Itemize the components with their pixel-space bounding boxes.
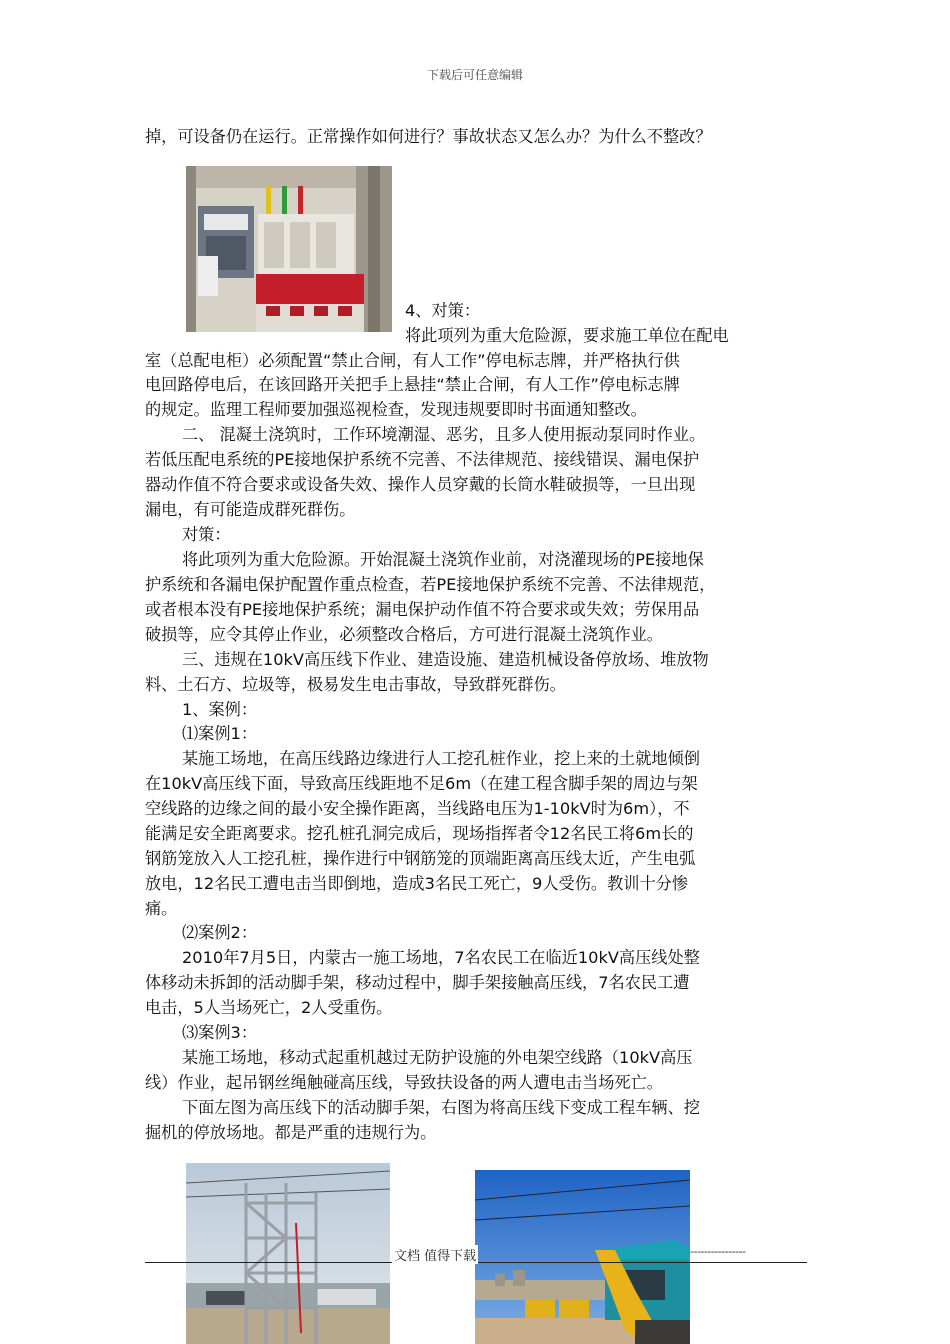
body-line: 漏电，有可能造成群死群伤。 xyxy=(145,500,356,519)
body-line: 某施工场地，移动式起重机越过无防护设施的外电架空线路（10kV高压 xyxy=(182,1048,693,1067)
body-line: 三、违规在10kV高压线下作业、建造设施、建造机械设备停放场、堆放物 xyxy=(182,650,709,669)
body-line: 掘机的停放场地。都是严重的违规行为。 xyxy=(145,1123,437,1142)
excavator-photo xyxy=(475,1170,690,1344)
body-line: 对策： xyxy=(182,525,231,544)
body-line: 将此项列为重大危险源。开始混凝土浇筑作业前，对浇灌现场的PE接地保 xyxy=(182,550,704,569)
body-line: 体移动未拆卸的活动脚手架，移动过程中，脚手架接触高压线，7名农民工遭 xyxy=(145,973,690,992)
body-line: 破损等，应令其停止作业，必须整改合格后，方可进行混凝土浇筑作业。 xyxy=(145,625,663,644)
body-line: 线）作业，起吊钢丝绳触碰高压线，导致扶设备的两人遭电击当场死亡。 xyxy=(145,1073,663,1092)
body-line: 将此项列为重大危险源，要求施工单位在配电 xyxy=(405,326,729,345)
body-line: 空线路的边缘之间的最小安全操作距离，当线路电压为1-10kV时为6m），不 xyxy=(145,799,690,818)
body-line: 料、土石方、垃圾等，极易发生电击事故，导致群死群伤。 xyxy=(145,675,566,694)
body-line: 掉，可设备仍在运行。正常操作如何进行？事故状态又怎么办？为什么不整改？ xyxy=(145,127,712,146)
body-line: 1、案例： xyxy=(182,700,258,719)
distribution-cabinet-photo xyxy=(186,166,392,332)
body-line: 电回路停电后，在该回路开关把手上悬挂“禁止合闸，有人工作”停电标志牌 xyxy=(145,375,680,394)
body-line: 钢筋笼放入人工挖孔桩，操作进行中钢筋笼的顶端距离高压线太近，产生电弧 xyxy=(145,849,696,868)
scaffold-photo xyxy=(186,1163,390,1344)
body-line: 护系统和各漏电保护配置作重点检查，若PE接地保护系统不完善、不法律规范， xyxy=(145,575,716,594)
body-line: 在10kV高压线下面，导致高压线距地不足6m（在建工程含脚手架的周边与架 xyxy=(145,774,698,793)
body-line: 2010年7月5日，内蒙古一施工场地，7名农民工在临近10kV高压线处整 xyxy=(182,948,700,967)
body-line: 4、对策： xyxy=(405,301,481,320)
footer-dashes: ---------------- xyxy=(690,1245,746,1258)
page-header: 下载后可任意编辑 xyxy=(426,68,523,82)
body-line: 二、 混凝土浇筑时，工作环境潮湿、恶劣，且多人使用振动泵同时作业。 xyxy=(182,425,706,444)
body-line: 器动作值不符合要求或设备失效、操作人员穿戴的长筒水鞋破损等，一旦出现 xyxy=(145,475,696,494)
body-line: ⑴案例1： xyxy=(182,724,258,743)
body-line: ⑶案例3： xyxy=(182,1023,258,1042)
body-line: 室（总配电柜）必须配置“禁止合闸，有人工作”停电标志牌，并严格执行供 xyxy=(145,351,680,370)
body-line: 放电，12名民工遭电击当即倒地，造成3名民工死亡，9人受伤。教训十分惨 xyxy=(145,874,689,893)
body-line: 的规定。监理工程师要加强巡视检查，发现违规要即时书面通知整改。 xyxy=(145,400,647,419)
body-line: 电击，5人当场死亡，2人受重伤。 xyxy=(145,998,393,1017)
body-line: 若低压配电系统的PE接地保护系统不完善、不法律规范、接线错误、漏电保护 xyxy=(145,450,700,469)
body-line: 能满足安全距离要求。挖孔桩孔洞完成后，现场指挥者令12名民工将6m长的 xyxy=(145,824,694,843)
body-line: 下面左图为高压线下的活动脚手架，右图为将高压线下变成工程车辆、挖 xyxy=(182,1098,700,1117)
footer-text: 文档 值得下载 xyxy=(392,1245,478,1264)
body-line: 痛。 xyxy=(145,899,178,918)
body-line: 某施工场地，在高压线路边缘进行人工挖孔桩作业，挖上来的土就地倾倒 xyxy=(182,749,700,768)
body-line: 或者根本没有PE接地保护系统；漏电保护动作值不符合要求或失效；劳保用品 xyxy=(145,600,700,619)
body-line: ⑵案例2： xyxy=(182,923,258,942)
